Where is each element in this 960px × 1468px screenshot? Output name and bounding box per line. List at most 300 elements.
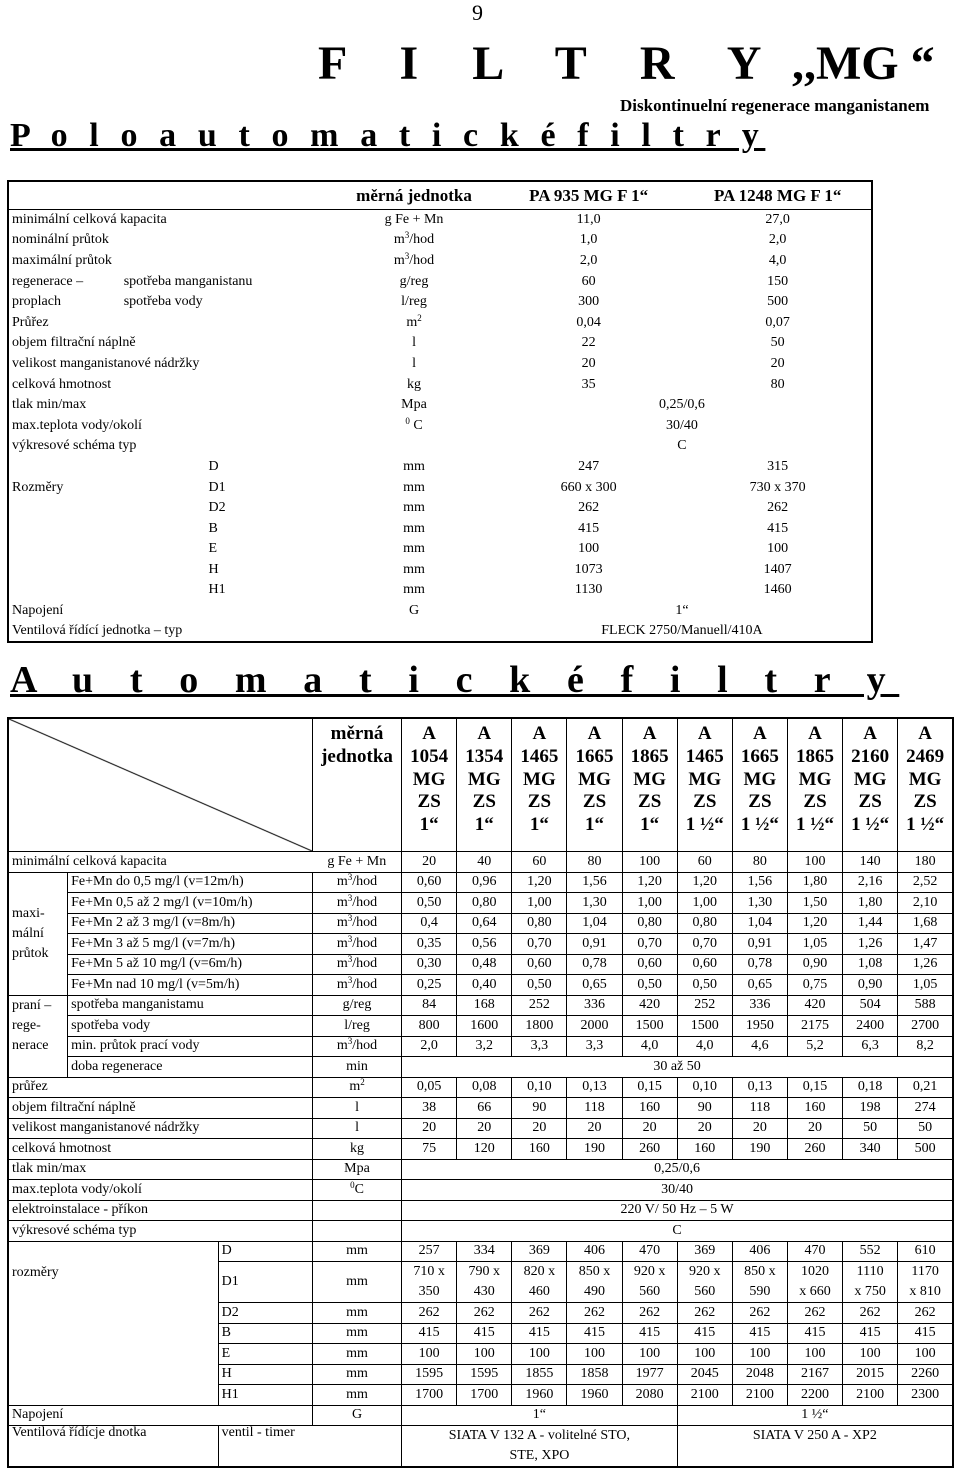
dims-label: Rozměry [12, 479, 64, 495]
page-number: 9 [472, 0, 483, 25]
value-cell: 0,80 [677, 913, 732, 934]
value-cell: 415 [843, 1323, 898, 1344]
value-cell: 1,44 [843, 913, 898, 934]
header-model-line: MG [853, 768, 887, 790]
section-heading-semiautomatic: P o l o a u t o m a t i c k é f i l t r y [10, 117, 766, 154]
value-cell: 3,2 [457, 1036, 512, 1057]
value-cell: 470 [787, 1241, 842, 1262]
regen-label-line: nerace [12, 1038, 49, 1053]
value-line: 850 x [744, 1264, 776, 1279]
dimension-code: H [208, 561, 219, 577]
maxflow-label-line: mální [12, 925, 44, 941]
dimension-unit: mm [312, 1262, 401, 1303]
value-cell: 0,10 [677, 1077, 732, 1098]
unit-cell [312, 1139, 401, 1160]
unit-sup: 0 [405, 415, 410, 426]
value-cell: 252 [512, 995, 567, 1016]
row-value-1: 660 x 300 [560, 479, 617, 495]
row-label: spotřeba vody [68, 1016, 313, 1037]
blank [121, 560, 206, 581]
value-cell: 1800 [512, 1016, 567, 1037]
value-cell: 1,80 [843, 893, 898, 914]
value-cell: 262 [677, 1303, 732, 1324]
value-cell: 1,80 [787, 872, 842, 893]
value-cell: 2167 [787, 1364, 842, 1385]
dimension-unit: mm [312, 1323, 401, 1344]
unit-text: m [393, 232, 405, 248]
dimension-row [8, 498, 872, 519]
value-cell: 1,68 [898, 913, 953, 934]
value-cell: 0,80 [622, 913, 677, 934]
header-model-line: 1“ [585, 814, 605, 836]
dimension-row [8, 539, 872, 560]
value-cell: 1600 [457, 1016, 512, 1037]
unit-text: Mpa [401, 397, 427, 413]
regeneration-row [8, 995, 953, 1016]
value-line: x 750 [854, 1284, 886, 1299]
header-model-line: ZS [858, 791, 882, 813]
unit-text: l/reg [401, 294, 427, 310]
value-cell: 470 [622, 1241, 677, 1262]
value-cell: 262 [512, 1303, 567, 1324]
row-label: Fe+Mn nad 10 mg/l (v=5m/h) [68, 975, 313, 996]
row-label: Fe+Mn 3 až 5 mg/l (v=7m/h) [68, 934, 313, 955]
value-line: 1020 [801, 1264, 830, 1279]
header-unit-line: měrná [330, 723, 384, 744]
table-row [8, 251, 872, 272]
dimension-code: H [218, 1364, 312, 1385]
value-cell: 262 [567, 1303, 622, 1324]
value-cell: 1700 [457, 1385, 512, 1406]
value-cell: 80 [567, 852, 622, 873]
dimension-code: H1 [208, 582, 226, 598]
unit-cell [335, 374, 493, 395]
unit-sup: 3 [404, 250, 410, 261]
value-line: 590 [749, 1284, 771, 1299]
table-row [8, 415, 872, 436]
table-row [8, 1118, 953, 1139]
value-cell: 198 [843, 1098, 898, 1119]
value-cell: 20 [457, 1118, 512, 1139]
unit-text-2: /hod [352, 1038, 378, 1054]
value-cell: 0,60 [622, 954, 677, 975]
value-cell: 1,30 [567, 893, 622, 914]
dimension-code: D1 [218, 1262, 312, 1303]
header-model-line: MG [412, 768, 446, 790]
value-cell: 90 [512, 1098, 567, 1119]
row-label: Fe+Mn 5 až 10 mg/l (v=6m/h) [68, 954, 313, 975]
dimension-code: B [208, 520, 218, 536]
value-cell: 1,00 [512, 893, 567, 914]
dimension-code: H1 [218, 1385, 312, 1406]
value-cell: 406 [732, 1241, 787, 1262]
blank [121, 457, 206, 478]
table-row [8, 354, 872, 375]
value-cell: 118 [567, 1098, 622, 1119]
header-model-line: 1“ [640, 814, 660, 836]
header-model-line: A [642, 723, 657, 744]
dimension-code: D [208, 458, 219, 474]
value-cell: 2100 [732, 1385, 787, 1406]
value-cell: 2,16 [843, 872, 898, 893]
row-value-2: 4,0 [768, 252, 787, 268]
row-label: regenerace – [12, 273, 84, 289]
value-cell: 20 [402, 852, 457, 873]
value-cell: 1,20 [677, 872, 732, 893]
unit-cell [312, 995, 401, 1016]
row-value-1: 247 [578, 458, 600, 474]
value-cell: 274 [898, 1098, 953, 1119]
value-cell: 415 [898, 1323, 953, 1344]
value-cell: 0,91 [567, 934, 622, 955]
value-cell: 1858 [567, 1364, 622, 1385]
value-cell: 1,20 [622, 872, 677, 893]
value-cell: 1,26 [843, 934, 898, 955]
value-cell: 800 [402, 1016, 457, 1037]
row-label: celková hmotnost [8, 1139, 312, 1160]
value-line: 920 x [689, 1264, 721, 1279]
unit-cell [312, 1118, 401, 1139]
valve-line: STE, XPO [509, 1448, 570, 1463]
header-model-line: 1665 [575, 745, 614, 767]
value-cell: 1,26 [898, 954, 953, 975]
blank [121, 539, 206, 560]
value-cell: 160 [622, 1098, 677, 1119]
unit-text: l [412, 335, 416, 351]
pressure-row [8, 1159, 953, 1180]
value-cell: 610 [898, 1241, 953, 1262]
value-cell: 1700 [402, 1385, 457, 1406]
unit-cell [335, 210, 493, 231]
row-value-2: 730 x 370 [749, 479, 806, 495]
row-value: 220 V/ 50 Hz – 5 W [402, 1200, 953, 1221]
value-cell: 160 [787, 1098, 842, 1119]
header-model-line: 1“ [474, 814, 494, 836]
row-label: min. průtok prací vody [68, 1036, 313, 1057]
header-model-line: 1054 [410, 745, 449, 767]
value-cell: 0,13 [732, 1077, 787, 1098]
unit-sup: 3 [347, 933, 353, 944]
row-value-2: 0,07 [765, 314, 790, 330]
value-line: 430 [473, 1284, 495, 1299]
value-cell: 2400 [843, 1016, 898, 1037]
value-line: 820 x [523, 1264, 556, 1279]
row-value-2: 415 [767, 520, 789, 536]
dimension-row [8, 1241, 953, 1262]
unit-text: m [349, 1079, 361, 1095]
header-model-line: A [532, 723, 547, 744]
value-cell: 262 [622, 1303, 677, 1324]
value-cell: 160 [512, 1139, 567, 1160]
value-cell: 0,96 [457, 872, 512, 893]
header-model-line: ZS [748, 791, 772, 813]
header-model [787, 718, 842, 852]
connection-label: Napojení [8, 1405, 312, 1426]
row-label: objem filtrační náplně [8, 1098, 312, 1119]
value-cell: 420 [787, 995, 842, 1016]
value-cell: 100 [622, 1344, 677, 1365]
unit-cell: Mpa [312, 1159, 401, 1180]
unit-cell [335, 292, 493, 313]
table-row [8, 1077, 953, 1098]
unit-text: l [355, 1099, 359, 1115]
unit-text: l [412, 355, 416, 371]
row-label: Fe+Mn do 0,5 mg/l (v=12m/h) [68, 872, 313, 893]
automatic-filter-table [7, 717, 954, 1468]
blank [335, 621, 493, 642]
row-label: spotřeba manganistamu [68, 995, 313, 1016]
value-cell: 20 [402, 1118, 457, 1139]
value-cell: 180 [898, 852, 953, 873]
dimension-unit: mm [312, 1344, 401, 1365]
value-cell: 406 [567, 1241, 622, 1262]
value-cell: 262 [732, 1303, 787, 1324]
blank [8, 498, 121, 519]
table-row [8, 292, 872, 313]
unit-cell [312, 954, 401, 975]
value-line: 560 [694, 1284, 716, 1299]
value-cell: 1500 [622, 1016, 677, 1037]
header-model [457, 718, 512, 852]
value-cell: 100 [457, 1344, 512, 1365]
dimension-code: D2 [208, 500, 226, 516]
unit-cell [335, 271, 493, 292]
unit-text: m [336, 915, 348, 931]
header-model-line: MG [578, 768, 611, 790]
row-label: výkresové schéma typ [12, 438, 137, 454]
dimension-code: E [218, 1344, 312, 1365]
row-label: nominální průtok [12, 232, 109, 248]
table-row [8, 1098, 953, 1119]
value-cell: 2,0 [402, 1036, 457, 1057]
blank [8, 539, 121, 560]
value-cell: 2,52 [898, 872, 953, 893]
value-line: 1170 [911, 1264, 939, 1279]
value-cell: 2200 [787, 1385, 842, 1406]
row-value-1: 100 [578, 541, 600, 557]
row-sublabel: spotřeba manganistanu [123, 273, 253, 289]
unit-text-2: /hod [352, 894, 378, 910]
header-model-line: 1 ½“ [740, 814, 779, 836]
page-title-mg: ,,MG “ [792, 37, 935, 90]
value-cell: 0,56 [457, 934, 512, 955]
header-model-line: 1“ [529, 814, 549, 836]
value-cell: 0,05 [402, 1077, 457, 1098]
header-model-line: A [918, 723, 932, 744]
unit-cell [312, 1200, 401, 1221]
header-model-line: ZS [582, 791, 607, 813]
value-cell: 60 [512, 852, 567, 873]
regeneration-row [8, 1036, 953, 1057]
connection-label: Napojení [12, 603, 64, 619]
unit-cell [312, 1036, 401, 1057]
page-title: F I L T R Y [318, 37, 783, 90]
connection-value-1: 1“ [402, 1405, 678, 1426]
table-row [8, 312, 872, 333]
dimension-row [8, 560, 872, 581]
row-value-1: 20 [581, 355, 596, 371]
value-cell: 0,80 [512, 913, 567, 934]
unit-cell [335, 251, 493, 272]
value-cell: 262 [402, 1303, 457, 1324]
value-cell: 415 [787, 1323, 842, 1344]
unit-text: m [406, 314, 418, 330]
dimension-unit: mm [312, 1241, 401, 1262]
row-label: objem filtrační náplně [12, 335, 136, 351]
value-cell [457, 1262, 512, 1303]
value-cell: 0,25 [402, 975, 457, 996]
unit-text: m [336, 894, 348, 910]
value-cell: 0,90 [843, 975, 898, 996]
row-value-2: 150 [767, 273, 789, 289]
value-cell: 4,6 [732, 1036, 787, 1057]
header-model [732, 718, 787, 852]
row-value-2: 1460 [763, 582, 792, 598]
value-cell: 0,15 [787, 1077, 842, 1098]
value-cell: 0,78 [732, 954, 787, 975]
value-cell: 118 [732, 1098, 787, 1119]
unit-text: C [409, 417, 423, 433]
value-cell: 2700 [898, 1016, 953, 1037]
unit-text: C [354, 1181, 364, 1197]
row-label: max.teplota vody/okolí [12, 417, 142, 433]
value-line: 850 x [578, 1264, 611, 1279]
maxflow-label-line: maxi- [12, 905, 45, 921]
value-cell: 334 [457, 1241, 512, 1262]
value-cell: 420 [622, 995, 677, 1016]
value-cell: 0,70 [677, 934, 732, 955]
regen-label-line: rege- [12, 1018, 41, 1033]
value-cell [898, 1262, 953, 1303]
value-cell: 160 [677, 1139, 732, 1160]
unit-cell [312, 1098, 401, 1119]
unit-text: m [336, 976, 348, 992]
value-cell: 0,70 [622, 934, 677, 955]
dimension-row [8, 518, 872, 539]
row-value-2: 315 [767, 458, 789, 474]
value-cell: 415 [677, 1323, 732, 1344]
value-cell: 75 [402, 1139, 457, 1160]
header-unit [312, 718, 401, 852]
unit-text-2: /hod [352, 915, 378, 931]
value-line: 460 [528, 1284, 550, 1299]
value-cell: 20 [567, 1118, 622, 1139]
row-value-1: 11,0 [493, 210, 685, 231]
value-cell: 0,48 [457, 954, 512, 975]
header-model-line: 1“ [419, 814, 439, 836]
row-value: 30 až 50 [402, 1057, 953, 1078]
unit-cell [335, 312, 493, 333]
value-line: 560 [639, 1284, 661, 1299]
value-cell: 1,20 [512, 872, 567, 893]
header-model-line: MG [743, 768, 777, 790]
value-line: 790 x [468, 1264, 501, 1279]
value-cell: 262 [457, 1303, 512, 1324]
value-cell: 2080 [622, 1385, 677, 1406]
value-line: 490 [584, 1284, 606, 1299]
semiautomatic-filter-table [7, 180, 873, 643]
unit-cell [312, 913, 401, 934]
value-cell: 20 [732, 1118, 787, 1139]
header-model-line: A [697, 723, 712, 744]
value-cell: 2,10 [898, 893, 953, 914]
value-cell: 1950 [732, 1016, 787, 1037]
value-cell: 500 [898, 1139, 953, 1160]
value-cell: 0,65 [567, 975, 622, 996]
connection-unit: G [312, 1405, 401, 1426]
header-model-line: 1465 [685, 745, 724, 767]
unit-sup: 3 [347, 872, 353, 883]
value-cell: 0,50 [622, 975, 677, 996]
row-label: celková hmotnost [12, 376, 112, 392]
value-cell: 262 [898, 1303, 953, 1324]
value-cell: 0,91 [732, 934, 787, 955]
value-cell: 0,13 [567, 1077, 622, 1098]
header-unit: měrná jednotka [356, 186, 472, 205]
value-cell: 0,65 [732, 975, 787, 996]
row-value-2: 80 [770, 376, 785, 392]
value-cell: 552 [843, 1241, 898, 1262]
row-value-1: 415 [578, 520, 600, 536]
value-cell: 1,56 [567, 872, 622, 893]
valve-row [8, 621, 872, 642]
header-model-line: MG [798, 768, 832, 790]
table-header-row [8, 181, 872, 210]
value-cell: 0,18 [843, 1077, 898, 1098]
header-model-line: 1 ½“ [796, 814, 835, 836]
value-cell: 100 [622, 852, 677, 873]
value-cell: 0,75 [787, 975, 842, 996]
value-cell: 1,20 [787, 913, 842, 934]
value-line: x 660 [799, 1284, 831, 1299]
value-cell: 588 [898, 995, 953, 1016]
blank [121, 477, 206, 498]
value-cell [402, 1262, 457, 1303]
value-cell: 84 [402, 995, 457, 1016]
value-cell: 5,2 [787, 1036, 842, 1057]
value-cell: 2300 [898, 1385, 953, 1406]
row-label: velikost manganistanové nádržky [12, 355, 200, 371]
value-cell: 100 [512, 1344, 567, 1365]
value-cell: 38 [402, 1098, 457, 1119]
unit-text: l [355, 1120, 359, 1136]
unit-cell [312, 1180, 401, 1201]
value-cell: 20 [787, 1118, 842, 1139]
value-cell: 190 [732, 1139, 787, 1160]
blank [121, 580, 206, 601]
value-cell: 90 [677, 1098, 732, 1119]
header-model-line: A [753, 723, 767, 744]
value-cell: 20 [512, 1118, 567, 1139]
value-cell [622, 1262, 677, 1303]
header-model-line: 1665 [740, 745, 779, 767]
value-cell: 20 [622, 1118, 677, 1139]
value-cell: 50 [843, 1118, 898, 1139]
unit-sup: 3 [347, 974, 353, 985]
header-model [402, 718, 457, 852]
dimension-unit: mm [403, 458, 425, 474]
header-model-line: 1354 [465, 745, 504, 767]
value-cell: 1,05 [898, 975, 953, 996]
value-cell: 2100 [677, 1385, 732, 1406]
value-cell: 1,47 [898, 934, 953, 955]
value-cell: 262 [843, 1303, 898, 1324]
unit-text: l/reg [344, 1017, 370, 1033]
value-cell: 0,35 [402, 934, 457, 955]
value-cell: 100 [898, 1344, 953, 1365]
row-sublabel: spotřeba vody [123, 294, 203, 310]
unit-cell [312, 1016, 401, 1037]
